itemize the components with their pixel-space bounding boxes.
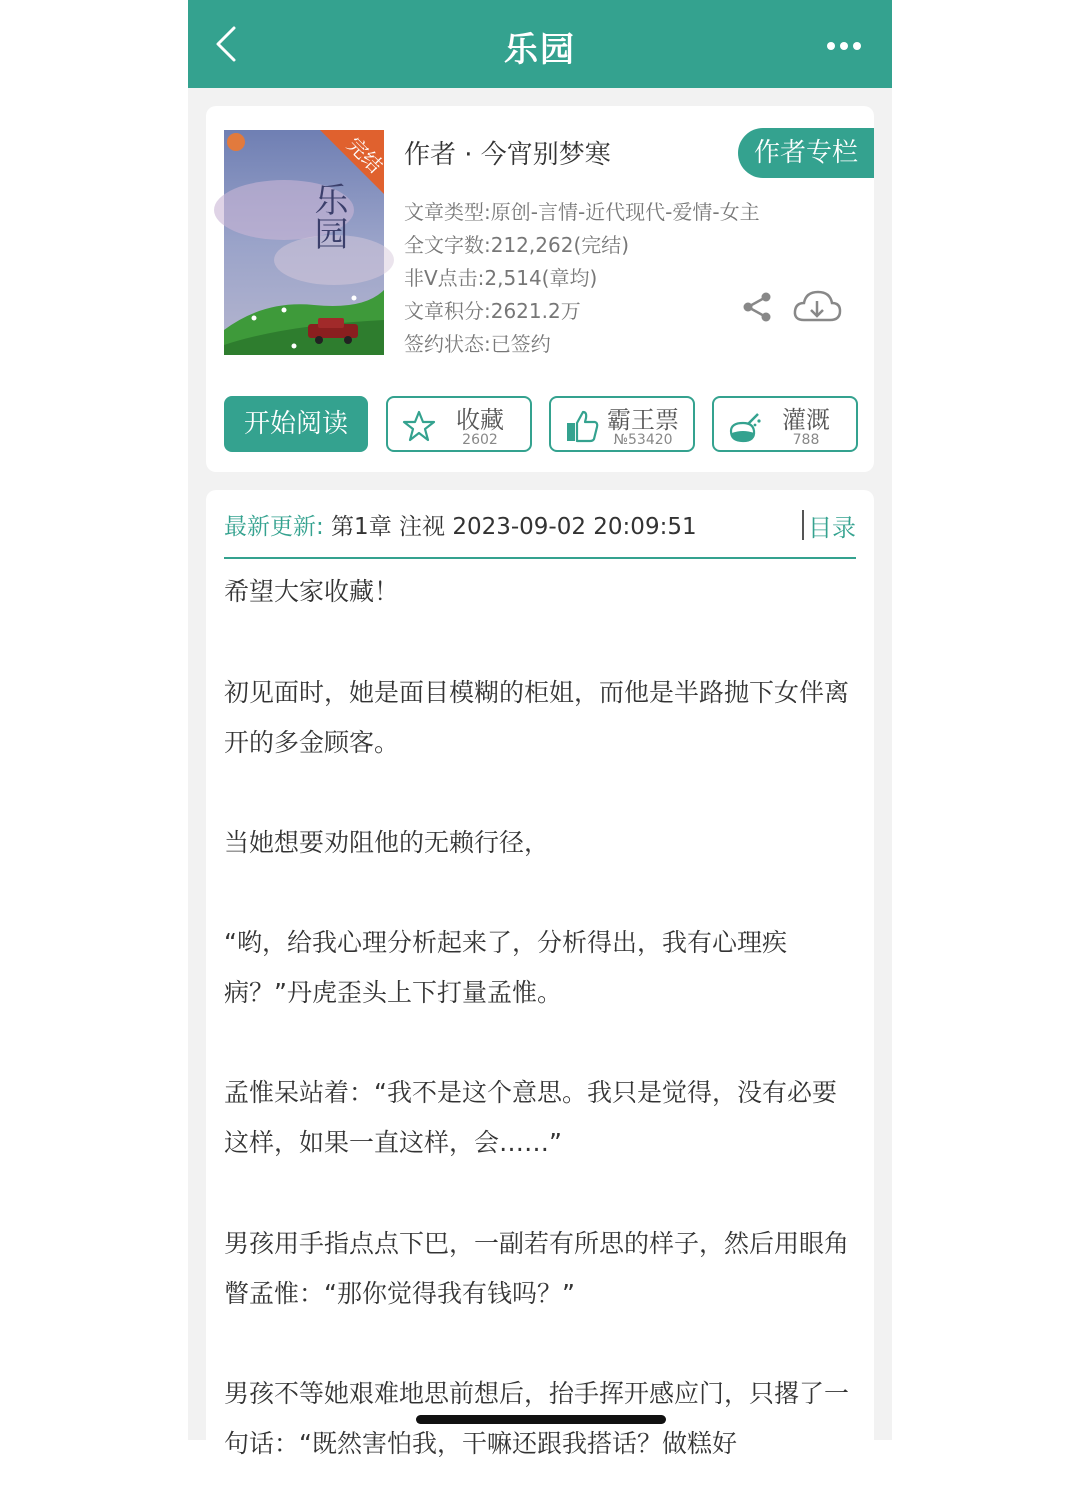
meta-type: 文章类型:原创-言情-近代现代-爱情-女主 — [404, 200, 760, 224]
intro-paragraph: 初见面时，她是面目模糊的柜姐，而他是半路抛下女伴离开的多金顾客。 — [224, 678, 850, 757]
collect-button[interactable] — [386, 396, 532, 452]
meta-score: 文章积分:2621.2万 — [404, 299, 581, 323]
intro-paragraph: 男孩不等她艰难地思前想后，抬手挥开感应门，只撂了一句话：“既然害怕我，干嘛还跟我搭话？做糕好 — [224, 1379, 850, 1458]
star-icon — [402, 409, 436, 443]
latest-update-chapter: 第1章 注视 2023-09-02 20:09:51 — [323, 514, 697, 540]
start-reading-button[interactable]: 开始阅读 — [224, 396, 368, 452]
cover-title: 乐园 — [308, 182, 348, 250]
latest-update-row[interactable] — [224, 508, 856, 552]
intro-paragraph: “哟，给我心理分析起来了，分析得出，我有心理疾病？”丹虎歪头上下打量孟惟。 — [224, 928, 787, 1007]
page-title: 乐园 — [504, 30, 576, 70]
water-count: 788 — [792, 432, 820, 448]
share-icon[interactable] — [740, 290, 774, 324]
cover-badge: 完结 — [342, 132, 388, 178]
meta-clicks: 非V点击:2,514(章均) — [404, 266, 598, 290]
intro-paragraph: 孟惟呆站着：“我不是这个意思。我只是觉得，没有必要这样，如果一直这样，会……” — [224, 1078, 837, 1157]
ticket-label: 霸王票 — [607, 406, 679, 434]
home-indicator[interactable] — [416, 1415, 666, 1424]
intro-card — [206, 490, 874, 1490]
top-nav-bar — [188, 0, 892, 88]
divider — [224, 557, 856, 559]
meta-word-count: 全文字数:212,262(完结) — [404, 233, 630, 257]
cover-illustration — [224, 130, 388, 355]
water-button[interactable] — [712, 396, 858, 452]
collect-count: 2602 — [462, 432, 498, 448]
cloud-download-icon[interactable] — [792, 288, 842, 328]
thumbs-up-icon — [565, 409, 599, 443]
ticket-count: №53420 — [613, 432, 673, 448]
intro-paragraph: 当她想要劝阻他的无赖行径， — [224, 828, 550, 857]
book-cover[interactable] — [224, 130, 388, 355]
ticket-button[interactable] — [549, 396, 695, 452]
collect-label: 收藏 — [456, 406, 504, 434]
author-column-button[interactable]: 作者专栏 — [738, 128, 874, 178]
table-of-contents-link[interactable]: 目录 — [808, 514, 856, 542]
more-dots-icon[interactable] — [826, 40, 862, 52]
meta-sign-status: 签约状态:已签约 — [404, 332, 551, 356]
water-label: 灌溉 — [782, 406, 830, 434]
intro-paragraph: 希望大家收藏！ — [224, 577, 400, 606]
latest-update-label: 最新更新: — [224, 514, 324, 540]
divider — [802, 510, 804, 540]
author-name[interactable]: 作者 · 今宵别梦寒 — [404, 140, 611, 170]
watering-flask-icon — [728, 409, 762, 443]
intro-paragraph: 男孩用手指点点下巴，一副若有所思的样子，然后用眼角瞥孟惟：“那你觉得我有钱吗？” — [224, 1229, 850, 1308]
book-info-card — [206, 106, 874, 472]
phone-screen — [188, 0, 892, 1458]
